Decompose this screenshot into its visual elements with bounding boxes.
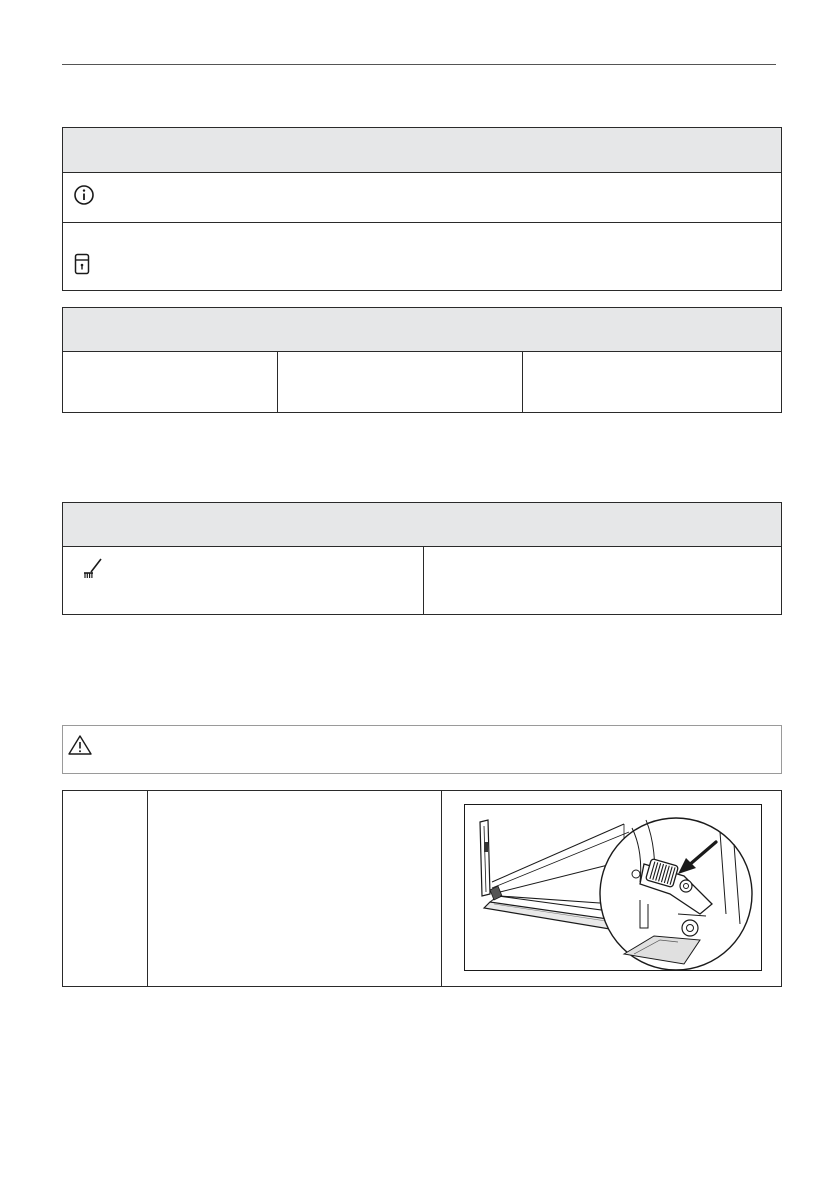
three-column-table-header — [63, 308, 781, 352]
info-row — [63, 172, 781, 222]
oven-door-hinge-illustration — [464, 804, 762, 971]
three-column-cell-1 — [63, 352, 277, 412]
step-table — [62, 790, 782, 987]
cleaning-cell-1 — [63, 547, 423, 614]
cleaning-table — [62, 502, 782, 615]
warning-box — [62, 725, 782, 774]
info-table-header — [63, 128, 781, 173]
cleaning-brush-icon — [81, 558, 105, 580]
three-column-cell-2 — [278, 352, 522, 412]
door-lock-row — [63, 223, 781, 291]
step-illustration-cell — [442, 791, 781, 986]
three-column-cell-3 — [523, 352, 781, 412]
cleaning-table-header — [63, 503, 781, 547]
step-instruction-cell — [148, 791, 441, 986]
page-header-rule — [62, 64, 776, 65]
door-lock-icon — [74, 253, 90, 275]
cleaning-cell-2 — [424, 547, 781, 614]
info-icon — [73, 184, 95, 206]
warning-triangle-icon — [67, 734, 93, 756]
step-number-cell — [63, 791, 147, 986]
three-column-table — [62, 307, 782, 413]
info-table — [62, 127, 782, 291]
